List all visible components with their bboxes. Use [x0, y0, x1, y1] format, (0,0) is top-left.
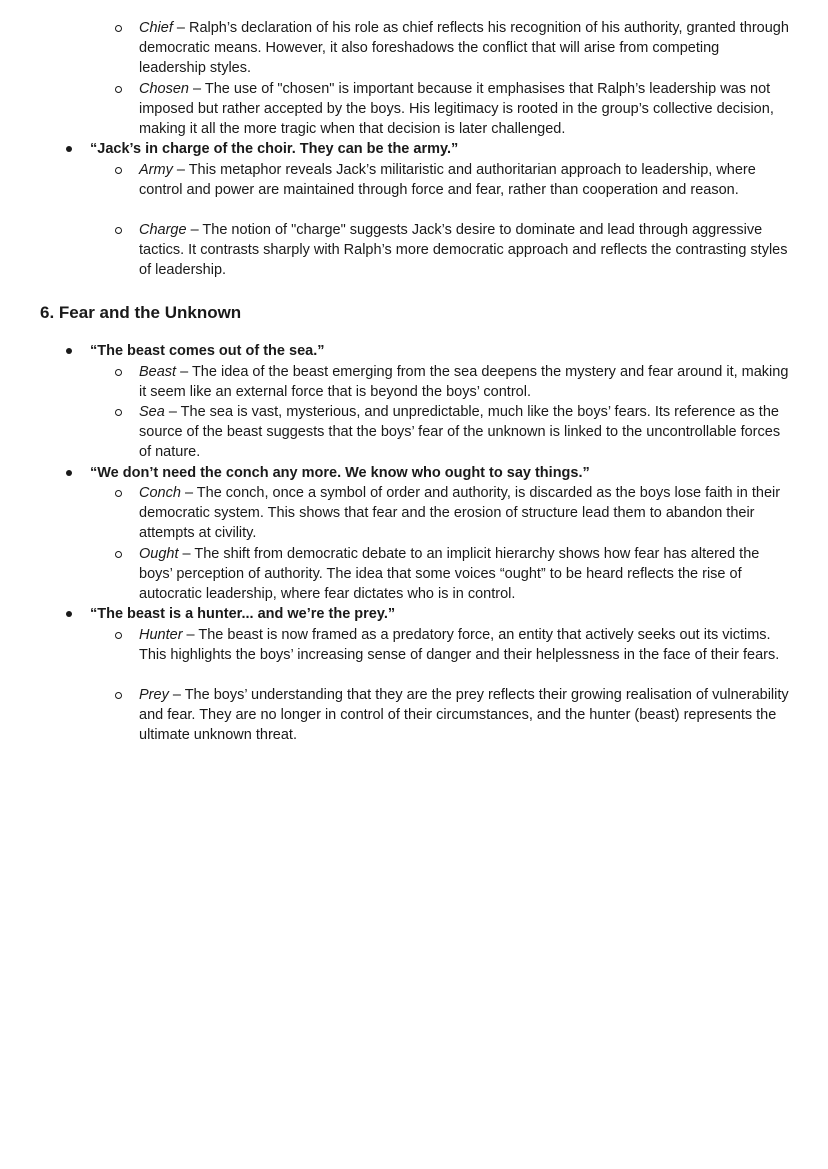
bullet-icon [66, 348, 72, 354]
bullet-icon [66, 611, 72, 617]
term: Ought [139, 546, 179, 562]
hollow-bullet-icon [115, 490, 122, 497]
explanation: The conch, once a symbol of order and authority, is discarded as the boys lose faith in their democratic system. This shows that fear and the erosion of structure lead them to abandon their attempts at civility. [139, 485, 781, 542]
hollow-bullet-icon [115, 227, 122, 234]
term: Chosen [139, 81, 189, 97]
term: Conch [139, 485, 181, 501]
explanation: The beast is now framed as a predatory force, an entity that actively seeks out its victims. This highlights the boys’ increasing sense of danger and their helplessness in the face of their fears. [139, 627, 780, 664]
explanation: The idea of the beast emerging from the sea deepens the mystery and fear around it, making it seem like an external force that is beyond the boys’ control. [139, 364, 789, 401]
term: Army [139, 162, 173, 178]
quote: “Jack’s in charge of the choir. They can be the army.” [90, 141, 459, 157]
hollow-bullet-icon [115, 25, 122, 32]
explanation: Ralph’s declaration of his role as chief reflects his recognition of his authority, granted through democratic means. However, it also foreshadows the conflict that will arise from competing leadership styles. [139, 20, 789, 77]
quote: “The beast comes out of the sea.” [90, 343, 325, 359]
term: Sea [139, 404, 165, 420]
hollow-bullet-icon [115, 692, 122, 699]
document-page: Chief – Ralph’s declaration of his role as chief reflects his recognition of his authority, granted through democratic means. However, it also foreshadows the conflict that will arise from competing leadership styles. Chosen – The use of "chosen" is important because it emphasises that Ralph’s leadership was not imposed but rather accepted by the boys. His legitimacy is rooted in the group’s collective decision, making it all the more tragic when that decision is later challenged. “Jack’s in charge of the choir. They can be the army.” Army – This metaphor reveals Jack’s militaristic and authoritarian approach to leadership, where control and power are maintained through force and fear, rather than cooperation and reason. Charge – The notion of "charge" suggests Jack’s desire to dominate and lead through aggressive tactics. It contrasts sharply with Ralph’s more democratic approach and reflects the contrasting styles of leadership. 6. Fear and the Unknown “The beast comes out of the sea.” Beast – The idea of the beast emerging from the sea deepens the mystery and fear around it, making it seem like an external force that is beyond the boys’ control. Sea – The sea is vast, mysterious, and unpredictable, much like the boys’ fears. Its reference as the source of the beast suggests that the boys’ fear of the unknown is linked to the uncontrollable forces of nature. “We don’t need the conch any more. We know who ought to say things.” Conch – The conch, once a symbol of order and authority, is discarded as the boys lose faith in their democratic system. This shows that fear and the erosion of structure lead them to abandon their attempts at civility. Ought – The shift from democratic debate to an implicit hierarchy shows how fear has altered the boys’ perception of authority. The idea that some voices “ought” to be heard reflects the rise of autocratic leadership, where fear dictates who is in control. “The beast is a hunter... and we’re the prey.” Hunter – The beast is now framed as a predatory force, an entity that actively seeks out its victims. This highlights the boys’ increasing sense of danger and their helplessness in the face of their fears. Prey – The boys’ understanding that they are the prey reflects their growing realisation of vulnerability and fear. They are no longer in control of their circumstances, and the hunter (beast) represents the ultimate unknown threat. [40, 20, 789, 744]
hollow-bullet-icon [115, 369, 122, 376]
hollow-bullet-icon [115, 86, 122, 93]
hollow-bullet-icon [115, 409, 122, 416]
term: Prey [139, 687, 169, 703]
explanation: This metaphor reveals Jack’s militaristic and authoritarian approach to leadership, where control and power are maintained through force and fear, rather than cooperation and reason. [139, 162, 756, 199]
hollow-bullet-icon [115, 632, 122, 639]
explanation: The use of "chosen" is important because it emphasises that Ralph’s leadership was not imposed but rather accepted by the boys. His legitimacy is rooted in the group’s collective decision, making it all the more tragic when that decision is later challenged. [139, 81, 774, 138]
explanation: The boys’ understanding that they are the prey reflects their growing realisation of vulnerability and fear. They are no longer in control of their circumstances, and the hunter (beast) represents the ultimate unknown threat. [139, 687, 789, 744]
section-heading: 6. Fear and the Unknown [40, 303, 242, 322]
hollow-bullet-icon [115, 167, 122, 174]
explanation: The sea is vast, mysterious, and unpredictable, much like the boys’ fears. Its reference as the source of the beast suggests that the boys’ fear of the unknown is linked to the uncontrollable forces of nature. [139, 404, 781, 461]
bullet-icon [66, 146, 72, 152]
term: Chief [139, 20, 173, 36]
term: Hunter [139, 627, 183, 643]
explanation: The shift from democratic debate to an implicit hierarchy shows how fear has altered the boys’ perception of authority. The idea that some voices “ought” to be heard reflects the rise of autocratic leadership, where fear dictates who is in control. [139, 546, 760, 603]
term: Beast [139, 364, 177, 380]
quote: “We don’t need the conch any more. We know who ought to say things.” [90, 465, 590, 481]
hollow-bullet-icon [115, 551, 122, 558]
quote: “The beast is a hunter... and we’re the prey.” [90, 606, 396, 622]
bullet-icon [66, 470, 72, 476]
term: Charge [139, 222, 187, 238]
explanation: The notion of "charge" suggests Jack’s desire to dominate and lead through aggressive tactics. It contrasts sharply with Ralph’s more democratic approach and reflects the contrasting styles of leadership. [139, 222, 788, 279]
